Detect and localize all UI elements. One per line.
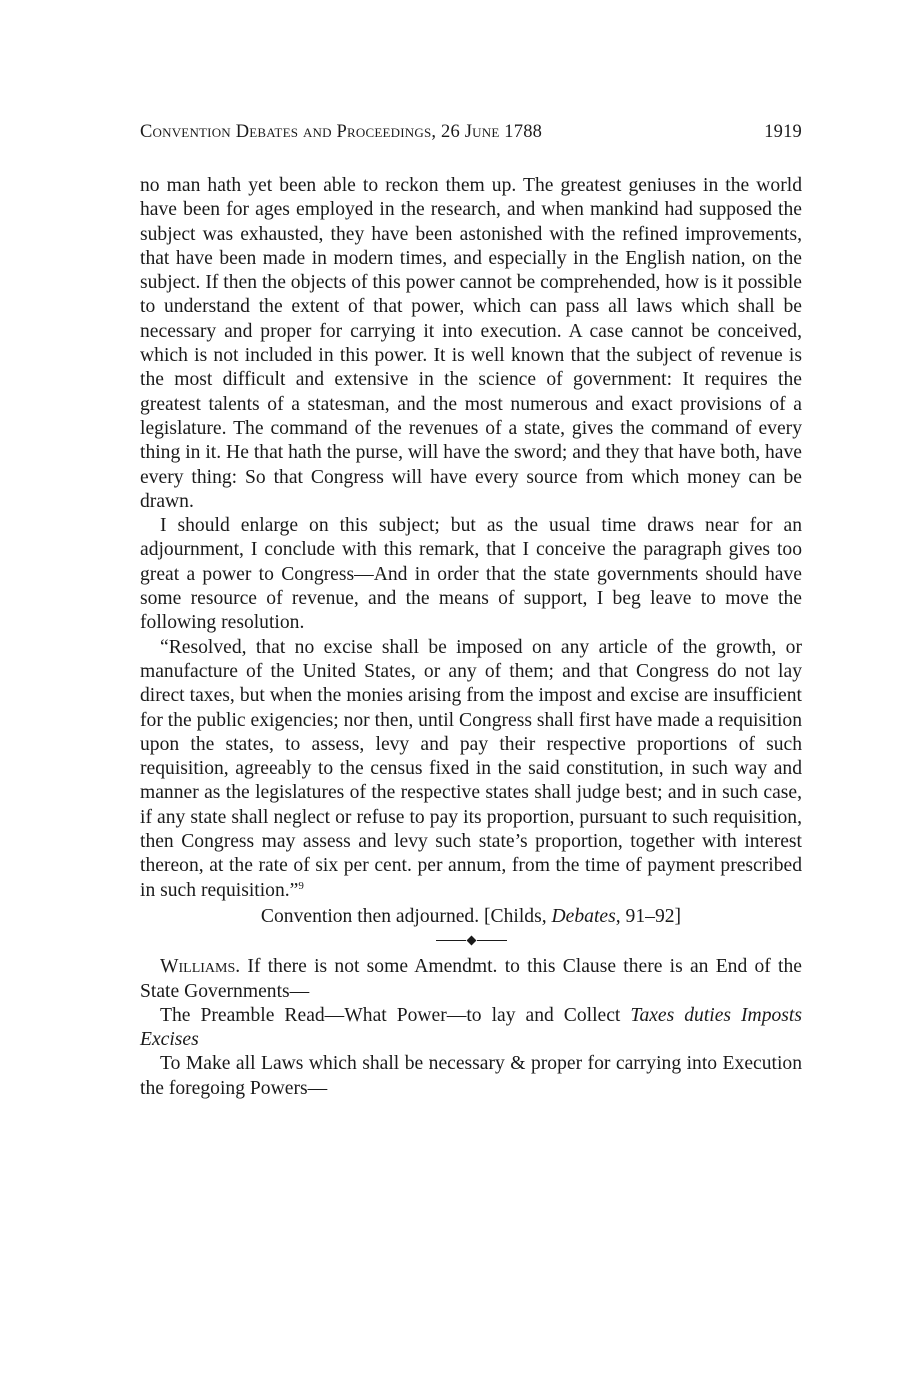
paragraph-text: I should enlarge on this subject; but as the usual time draws near for an adjournment, I conclude with this remark, that I conceive the paragraph gives too great a power to Congress—And in order that the state governments should have some resource of revenue, and the means of support, I beg leave to move the following resolution.	[140, 515, 802, 634]
adjournment-text: Convention then adjourned. [Childs,	[260, 905, 552, 927]
divider-rule-right	[477, 940, 507, 941]
running-title: Convention Debates and Proceedings, 26 June 1788	[140, 122, 543, 142]
paragraph-continuation	[140, 174, 802, 514]
paragraph-preamble	[140, 1004, 802, 1053]
paragraph-adjournment-remark	[140, 514, 802, 635]
page-number: 1919	[764, 122, 802, 142]
document-page	[140, 122, 802, 1101]
paragraph-resolution	[140, 636, 802, 903]
paragraph-text: . If there is not some Amendmt. to this Clause there is an End of the State Governments—	[140, 956, 802, 1002]
diamond-icon	[466, 935, 476, 945]
divider-rule-left	[436, 940, 466, 941]
paragraph-text: “Resolved, that no excise shall be imposed on any article of the growth, or manufacture of the United States, or any of them; and that Congress do not lay direct taxes, but when the monies arising from the impost and excise are insufficient for the public exigencies; nor then, until Congress shall first have made a requisition upon the states, to assess, levy and pay their respective proportions of such requisition, agreeably to the census fixed in the said constitution, in such way and manner as the legislatures of the respective states shall judge best; and in such case, if any state shall neglect or refuse to pay its proportion, pursuant to such requisition, then Congress may assess and levy such state’s proportion, together with interest thereon, at the rate of six per cent. per annum, from the time of payment prescribed in such requisition.”	[140, 636, 802, 901]
running-head	[140, 122, 802, 152]
footnote-marker: 9	[298, 879, 304, 892]
paragraph-italic-text: Taxes duties Imposts Excises	[140, 1004, 802, 1051]
paragraph-text: To Make all Laws which shall be necessary & proper for carrying into Execution the foregoing Powers—	[140, 1053, 802, 1099]
source-title: Debates	[551, 905, 616, 927]
paragraph-text: no man hath yet been able to reckon them up. The greatest geniuses in the world have been for ages employed in the research, and when mankind had supposed the subject was exhausted, they have been astonished with the refined improvements, that have been made in modern times, and especially in the English nation, on the subject. If then the objects of this power cannot be comprehended, how is it possible to understand the extent of that power, which can pass all laws which shall be necessary and proper for carrying it into execution. A case cannot be conceived, which is not included in this power. It is well known that the subject of revenue is the most difficult and extensive in the science of government: It requires the greatest talents of a statesman, and the most numerous and exact provisions of a legislature. The command of the revenues of a state, gives the command of every thing in it. He that hath the purse, will have the sword; and they that have both, have every thing: So that Congress will have every source from which money can be drawn.	[140, 175, 802, 512]
section-divider	[140, 929, 802, 951]
source-pages: , 91–92]	[615, 905, 682, 927]
body-text	[140, 174, 802, 1101]
paragraph-williams	[140, 955, 802, 1004]
adjournment-line	[140, 905, 802, 929]
paragraph-make-laws	[140, 1052, 802, 1101]
speaker-name: Williams	[160, 956, 236, 978]
paragraph-text: The Preamble Read—What Power—to lay and Collect	[160, 1004, 631, 1026]
